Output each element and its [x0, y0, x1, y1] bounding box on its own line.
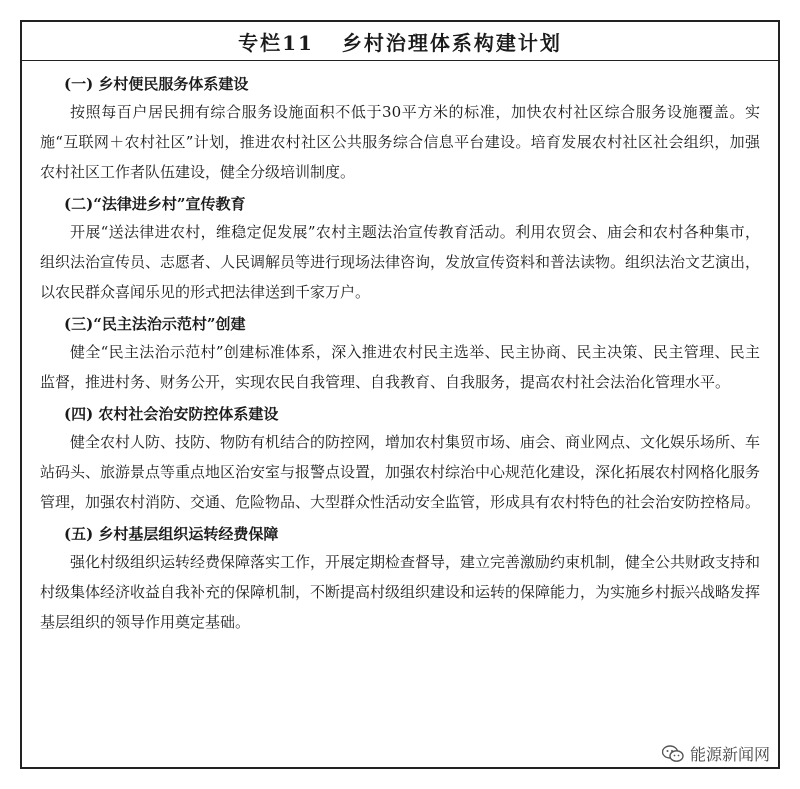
column-box	[20, 20, 780, 769]
section-body: 开展“送法律进农村，维稳定促发展”农村主题法治宣传教育活动。利用农贸会、庙会和农村各种集市，组织法治宣传员、志愿者、人民调解员等进行现场法律咨询，发放宣传资料和普法读物。组织法治文艺演出，以农民群众喜闻乐见的形式把法律送到千家万户。	[40, 223, 761, 301]
watermark	[658, 740, 774, 767]
section-heading: (四) 农村社会治安防控体系建设	[64, 405, 279, 423]
section-heading: (二)“法律进乡村”宣传教育	[64, 195, 246, 213]
section-2	[40, 191, 760, 307]
watermark-text: 能源新闻网	[689, 745, 770, 764]
section-body: 强化村级组织运转经费保障落实工作，开展定期检查督导，建立完善激励约束机制，健全公共财政支持和村级集体经济收益自我补充的保障机制，不断提高村级组织建设和运转的保障能力，为实施乡村振兴战略发挥基层组织的领导作用奠定基础。	[40, 553, 761, 631]
column-number: 专栏11	[238, 30, 314, 55]
section-heading: (三)“民主法治示范村”创建	[64, 315, 246, 333]
section-body: 健全农村人防、技防、物防有机结合的防控网，增加农村集贸市场、庙会、商业网点、文化娱乐场所、车站码头、旅游景点等重点地区治安室与报警点设置，加强农村综治中心规范化建设，深化拓展农村网格化服务管理，加强农村消防、交通、危险物品、大型群众性活动安全监管，形成具有农村特色的社会治安防控格局。	[40, 433, 761, 511]
section-4	[40, 401, 760, 517]
section-body: 健全“民主法治示范村”创建标准体系，深入推进农村民主选举、民主协商、民主决策、民主管理、民主监督，推进村务、财务公开，实现农民自我管理、自我教育、自我服务，提高农村社会法治化管理水平。	[40, 343, 760, 391]
wechat-icon	[662, 745, 684, 763]
section-body: 按照每百户居民拥有综合服务设施面积不低于30平方米的标准，加快农村社区综合服务设施覆盖。实施“互联网＋农村社区”计划，推进农村社区公共服务综合信息平台建设。培育发展农村社区社会组织，加强农村社区工作者队伍建设，健全分级培训制度。	[40, 103, 760, 181]
column-content	[22, 61, 778, 637]
section-heading: (一) 乡村便民服务体系建设	[64, 75, 249, 93]
section-1	[40, 71, 760, 187]
section-3	[40, 311, 760, 397]
section-heading: (五) 乡村基层组织运转经费保障	[64, 525, 279, 543]
column-title	[22, 22, 778, 61]
column-name: 乡村治理体系构建计划	[341, 30, 562, 55]
section-5	[40, 521, 760, 637]
